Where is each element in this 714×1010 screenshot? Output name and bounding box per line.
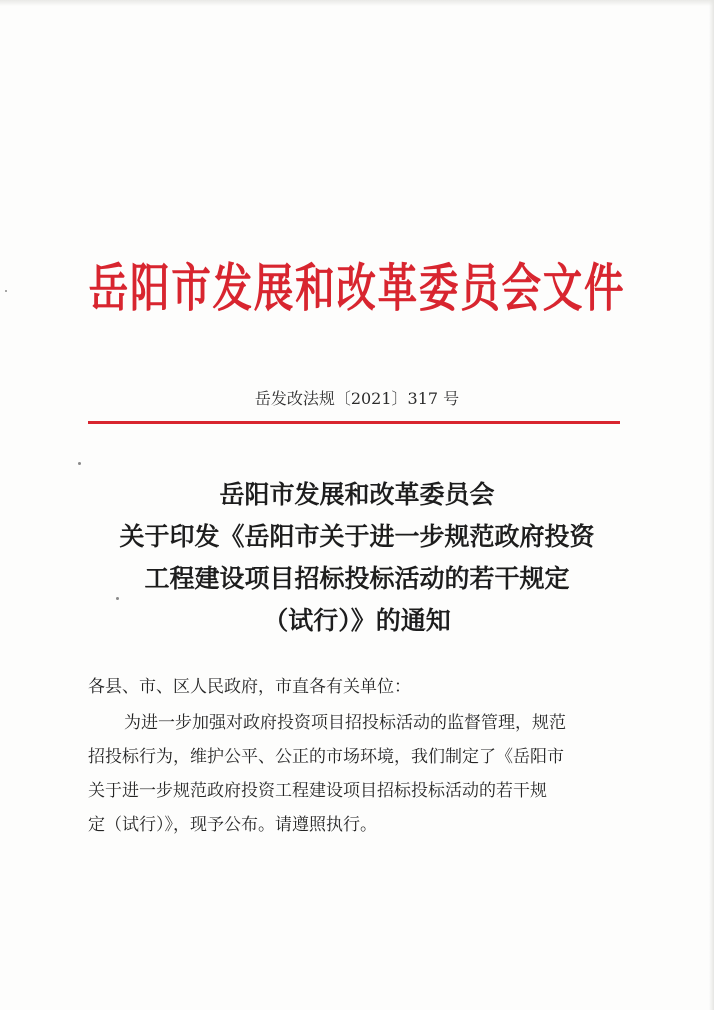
paragraph-line: 招投标行为，维护公平、公正的市场环境，我们制定了《岳阳市 — [88, 747, 564, 767]
body-paragraph — [88, 706, 628, 842]
scan-speck — [5, 290, 7, 292]
notice-title-line: （试行）》的通知 — [263, 606, 451, 635]
scan-speck — [78, 462, 81, 465]
notice-title — [0, 474, 714, 642]
paragraph-line: 关于进一步规范政府投资工程建设项目招标投标活动的若干规 — [88, 781, 547, 801]
document-header-title: 岳阳市发展和改革委员会文件 — [88, 258, 626, 319]
addressee-line: 各县、市、区人民政府，市直各有关单位： — [88, 677, 411, 697]
paragraph-line: 定（试行）》，现予公布。请遵照执行。 — [88, 815, 377, 835]
scan-speck — [116, 597, 119, 600]
notice-title-line: 岳阳市发展和改革委员会 — [219, 480, 495, 509]
paragraph-line: 为进一步加强对政府投资项目招投标活动的监督管理，规范 — [124, 713, 566, 733]
notice-title-line: 关于印发《岳阳市关于进一步规范政府投资 — [119, 522, 595, 551]
notice-title-line: 工程建设项目招标投标活动的若干规定 — [144, 564, 570, 593]
document-number: 岳发改法规〔2021〕317 号 — [254, 389, 460, 408]
scan-edge-top — [0, 0, 714, 6]
red-divider-line — [88, 421, 620, 424]
